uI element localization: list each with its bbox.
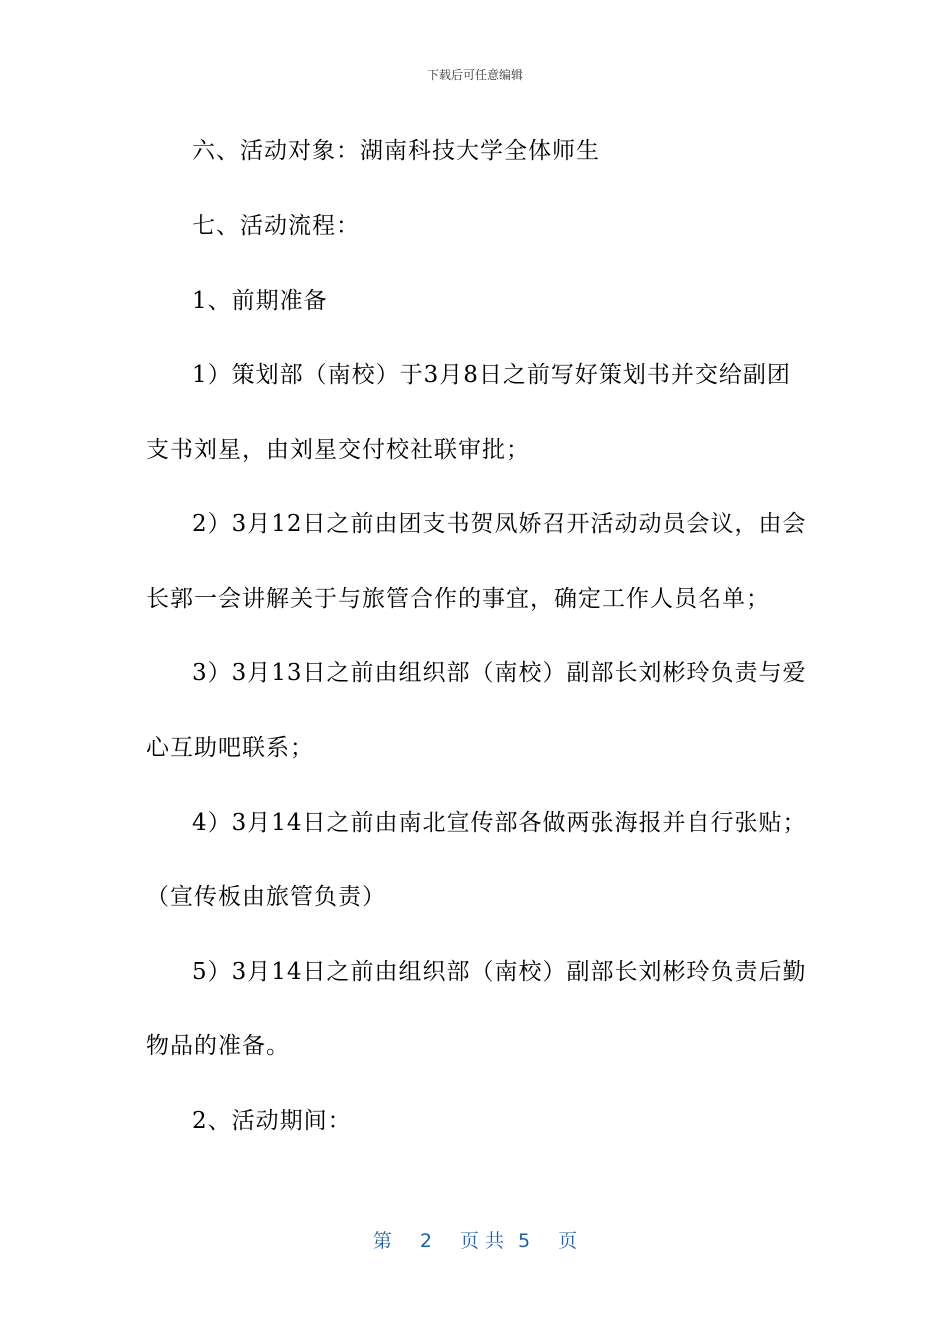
footer-suffix: 页 xyxy=(558,1230,578,1252)
paragraph-line: 长郭一会讲解关于与旅管合作的事宜，确定工作人员名单； xyxy=(146,586,770,612)
footer-total-pages: 5 xyxy=(518,1230,531,1252)
paragraph-line: 六、活动对象：湖南科技大学全体师生 xyxy=(192,138,600,164)
paragraph-line: （宣传板由旅管负责） xyxy=(146,884,386,910)
paragraph-line: 2）3月12日之前由团支书贺凤娇召开活动动员会议，由会 xyxy=(192,511,807,537)
paragraph-line: 4）3月14日之前由南北宣传部各做两张海报并自行张贴； xyxy=(192,810,807,836)
footer-prefix: 第 xyxy=(372,1230,392,1252)
paragraph-line: 1、前期准备 xyxy=(192,288,328,314)
paragraph-line: 支书刘星，由刘星交付校社联审批； xyxy=(146,437,530,463)
page-footer xyxy=(0,1226,950,1253)
paragraph-line: 3）3月13日之前由组织部（南校）副部长刘彬玲负责与爱 xyxy=(192,660,807,686)
paragraph-line: 七、活动流程： xyxy=(192,213,360,239)
footer-middle: 页 共 xyxy=(459,1230,505,1252)
paragraph-line: 物品的准备。 xyxy=(146,1033,290,1059)
paragraph-line: 2、活动期间： xyxy=(192,1108,352,1134)
paragraph-line: 1）策划部（南校）于3月8日之前写好策划书并交给副团 xyxy=(192,362,791,388)
header-note: 下载后可任意编辑 xyxy=(426,68,523,82)
paragraph-line: 5）3月14日之前由组织部（南校）副部长刘彬玲负责后勤 xyxy=(192,959,807,985)
paragraph-line: 心互助吧联系； xyxy=(146,735,314,761)
footer-current-page: 2 xyxy=(419,1230,432,1252)
